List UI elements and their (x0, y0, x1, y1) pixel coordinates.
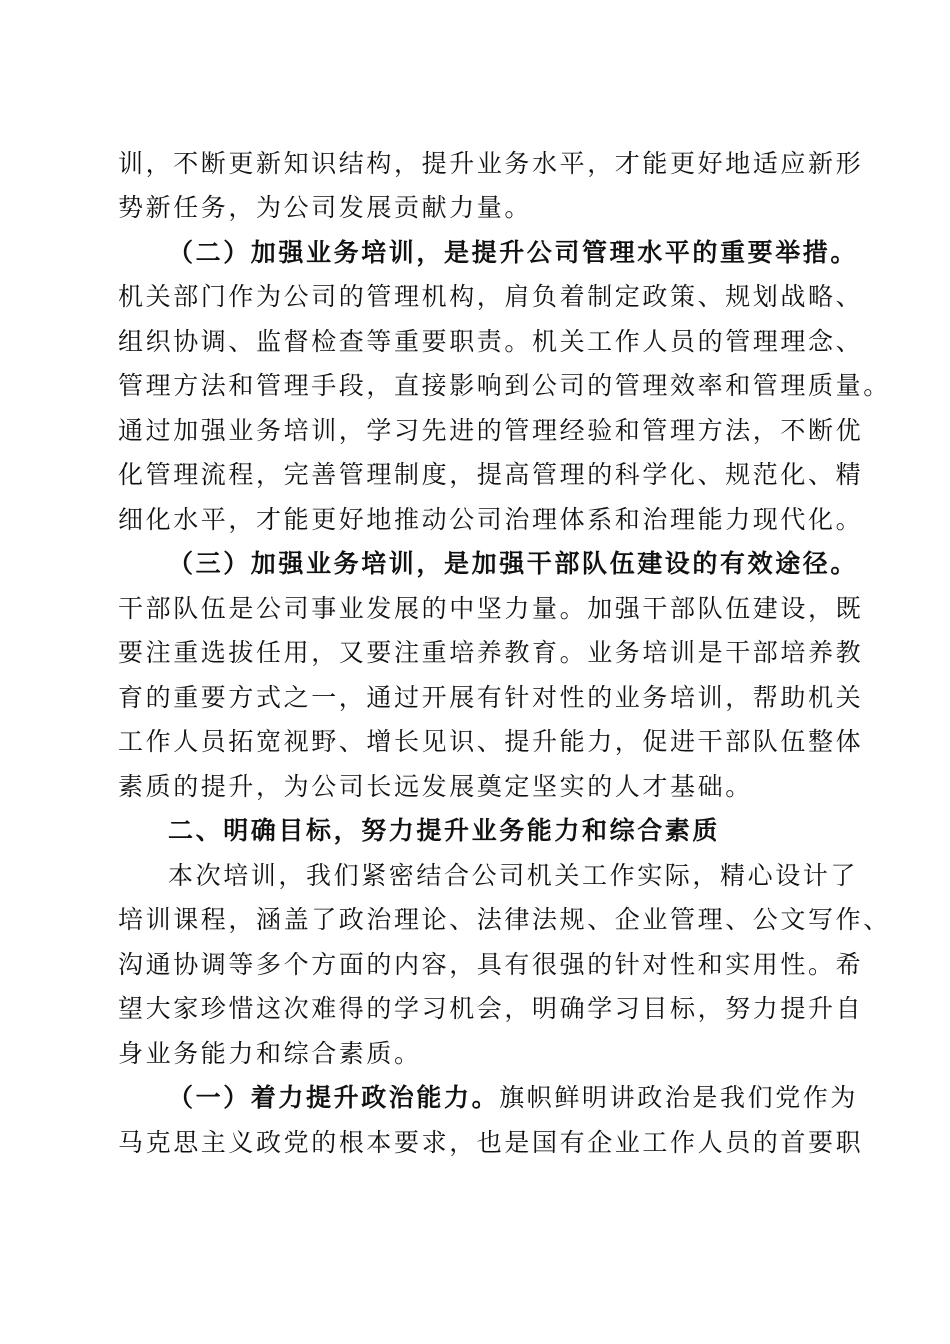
body-text-line: 素质的提升，为公司长远发展奠定坚实的人才基础。 (118, 772, 753, 801)
body-text-line: 训，不断更新知识结构，提升业务水平，才能更好地适应新形 (118, 149, 864, 178)
body-text-line: 干部队伍是公司事业发展的中坚力量。加强干部队伍建设，既 (118, 594, 864, 623)
section-heading: 二、明确目标，努力提升业务能力和综合素质 (168, 816, 721, 845)
body-text-line: 化管理流程，完善管理制度，提高管理的科学化、规范化、精 (118, 460, 864, 489)
body-text-line: 望大家珍惜这次难得的学习机会，明确学习目标，努力提升自 (118, 994, 864, 1023)
subheading: （三）加强业务培训，是加强干部队伍建设的有效途径。 (168, 549, 859, 578)
body-text-line: 组织协调、监督检查等重要职责。机关工作人员的管理理念、 (118, 327, 864, 356)
body-text-line: 本次培训，我们紧密结合公司机关工作实际，精心设计了 (168, 861, 859, 890)
body-text-line: 通过加强业务培训，学习先进的管理经验和管理方法，不断优 (118, 416, 864, 445)
body-text-line: 育的重要方式之一，通过开展有针对性的业务培训，帮助机关 (118, 683, 864, 712)
body-text-line: 工作人员拓宽视野、增长见识、提升能力，促进干部队伍整体 (118, 727, 864, 756)
body-text-line: 管理方法和管理手段，直接影响到公司的管理效率和管理质量。 (118, 371, 891, 400)
body-text-line: 势新任务，为公司发展贡献力量。 (118, 193, 533, 222)
subheading: （二）加强业务培训，是提升公司管理水平的重要举措。 (168, 238, 859, 267)
body-text-line: 细化水平，才能更好地推动公司治理体系和治理能力现代化。 (118, 505, 864, 534)
body-text-line: 身业务能力和综合素质。 (118, 1039, 422, 1068)
body-text-line: 马克思主义政党的根本要求，也是国有企业工作人员的首要职 (118, 1128, 864, 1157)
body-text-line: 机关部门作为公司的管理机构，肩负着制定政策、规划战略、 (118, 282, 864, 311)
body-text-line: 沟通协调等多个方面的内容，具有很强的针对性和实用性。希 (118, 950, 864, 979)
body-text-line: 要注重选拔任用，又要注重培养教育。业务培训是干部培养教 (118, 638, 864, 667)
body-text-line: 培训课程，涵盖了政治理论、法律法规、企业管理、公文写作、 (118, 905, 891, 934)
mixed-text-line (168, 1080, 859, 1116)
body-text-inline: 旗帜鲜明讲政治是我们党作为 (499, 1083, 859, 1112)
subheading-inline: （一）着力提升政治能力。 (168, 1083, 500, 1112)
